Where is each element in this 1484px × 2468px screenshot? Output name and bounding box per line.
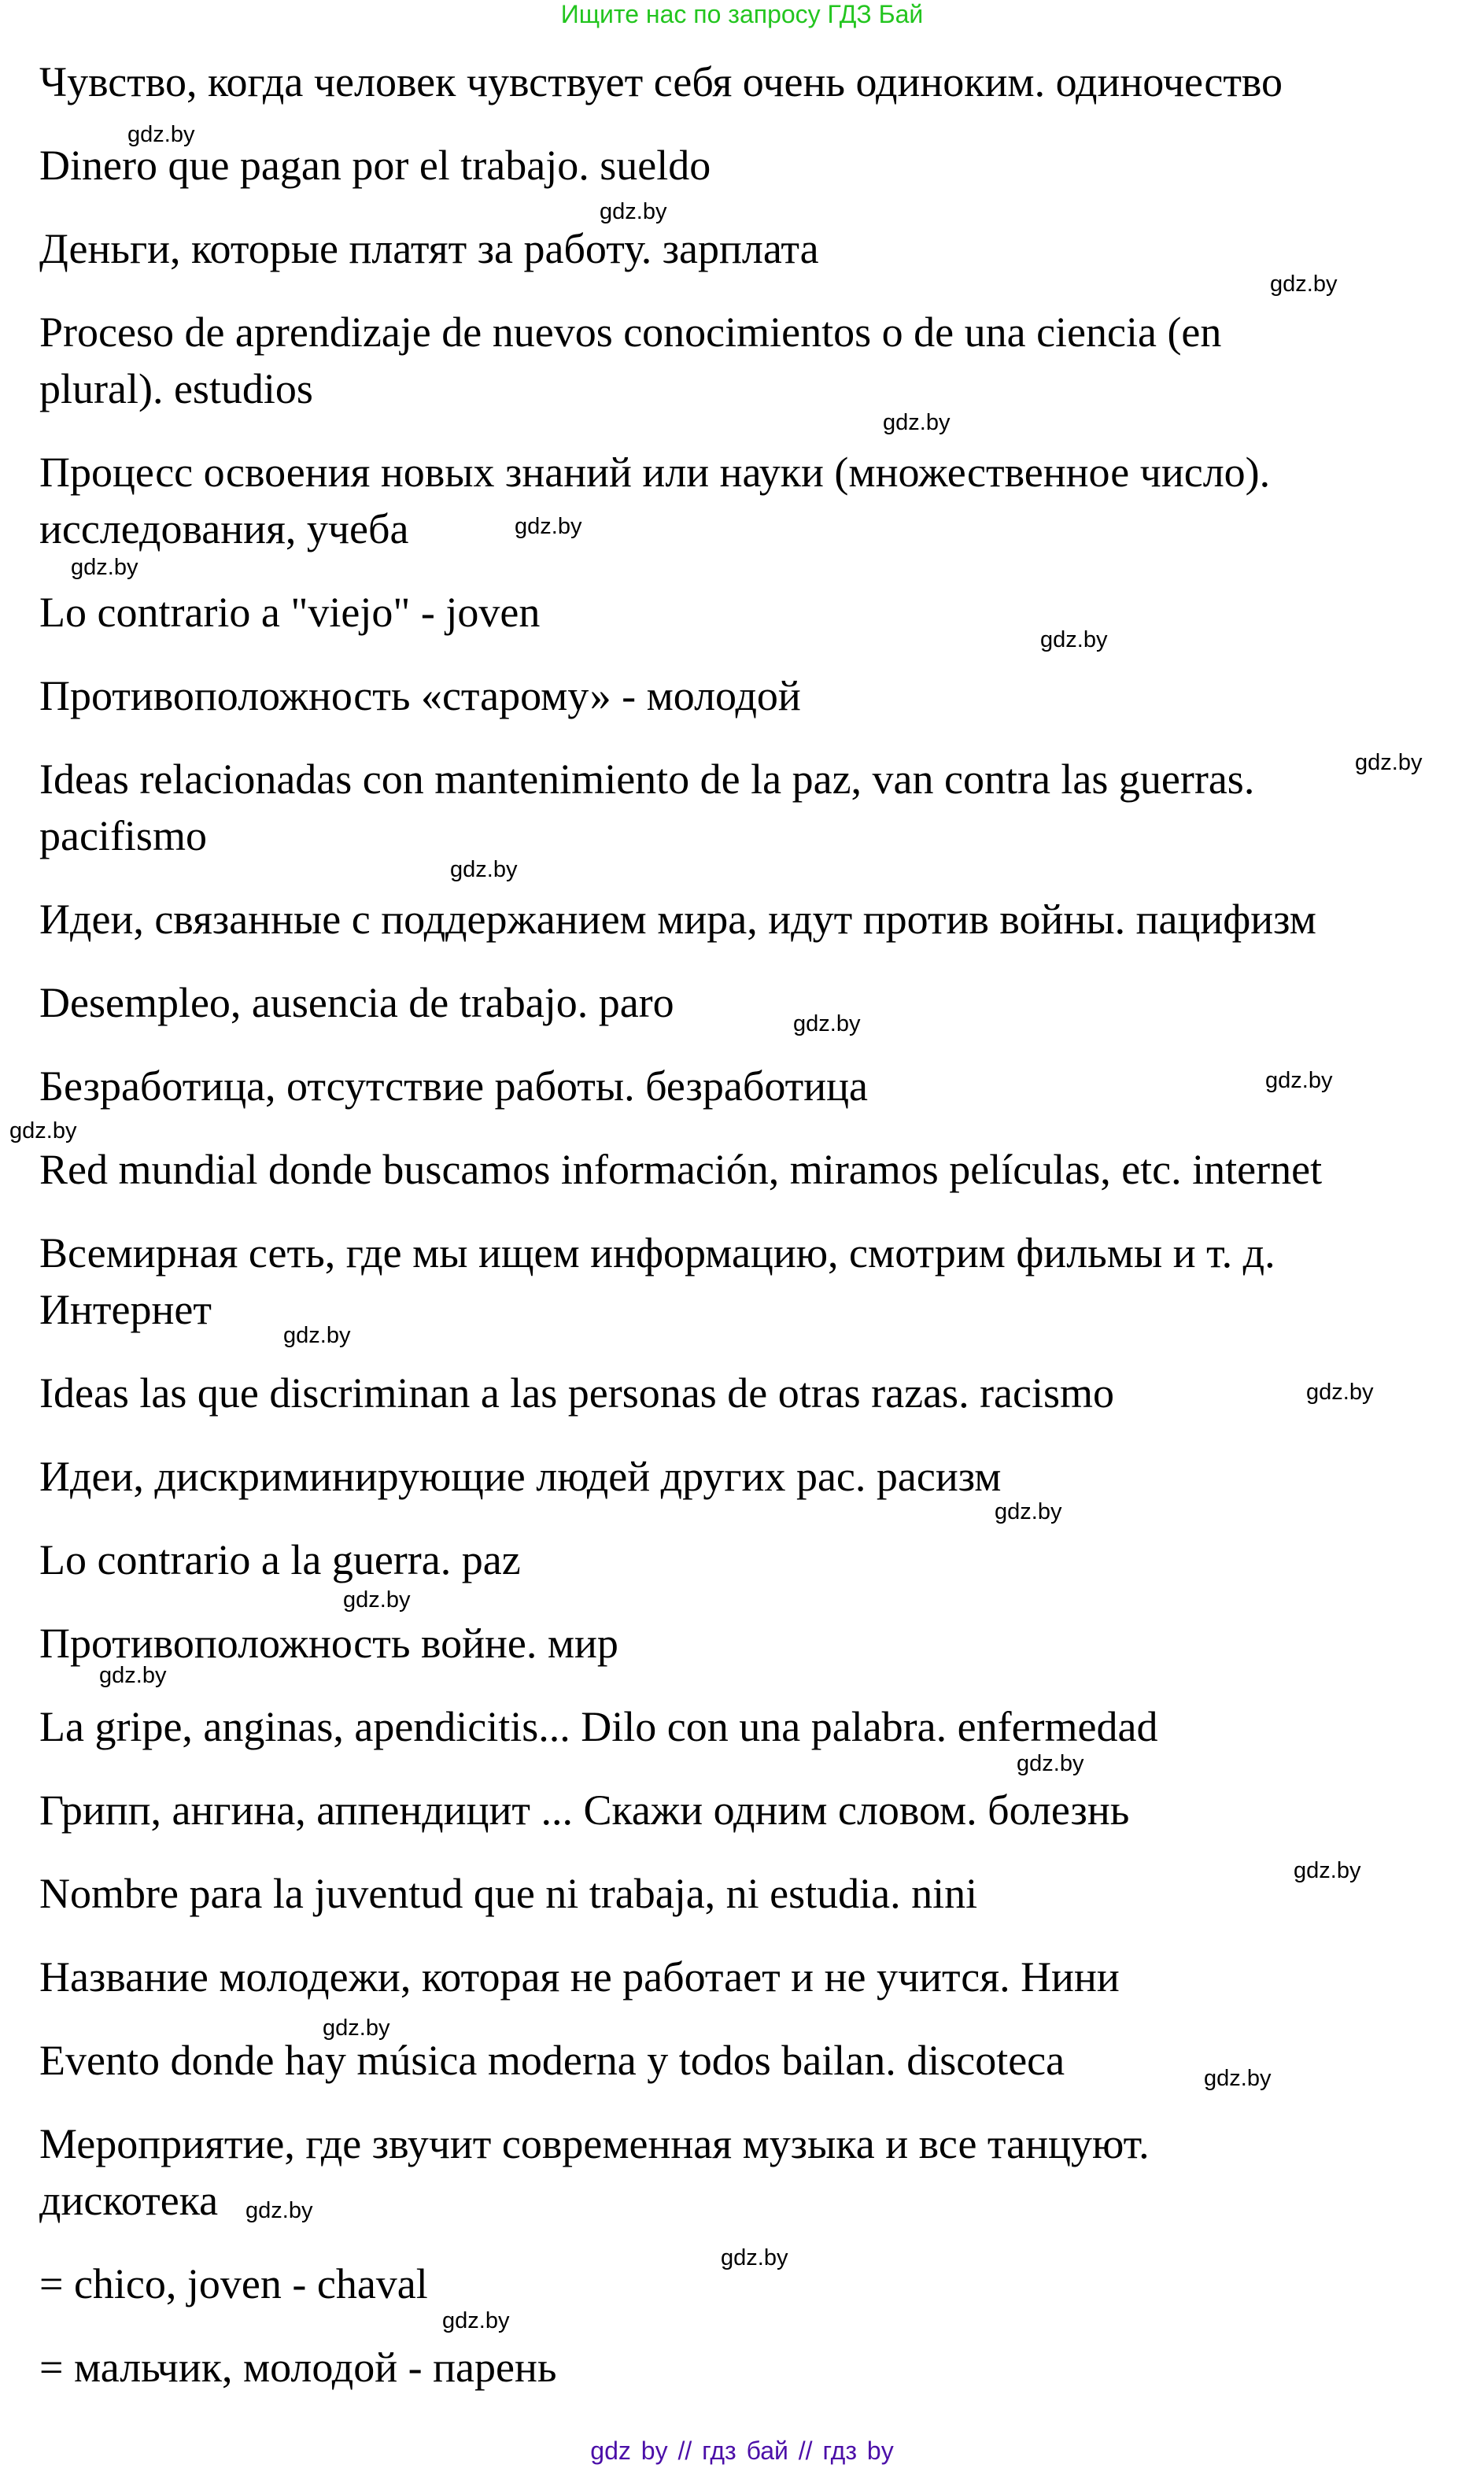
watermark: gdz.by xyxy=(9,1118,77,1143)
text-line: Процесс освоения новых знаний или науки (множественное число). xyxy=(39,449,1271,496)
site-footer: gdz by // гдз бай // гдз by xyxy=(590,2437,894,2465)
text-line: pacifismo xyxy=(39,812,207,859)
watermark: gdz.by xyxy=(721,2245,788,2270)
text-line: дискотека xyxy=(39,2177,219,2224)
watermark: gdz.by xyxy=(515,514,582,539)
text-line: Red mundial donde buscamos información, miramos películas, etc. internet xyxy=(39,1146,1323,1193)
watermark: gdz.by xyxy=(1355,750,1423,775)
watermark: gdz.by xyxy=(1294,1858,1361,1883)
watermark: gdz.by xyxy=(793,1011,861,1036)
site-banner: Ищите нас по запросу ГДЗ Бай xyxy=(560,0,924,28)
watermark: gdz.by xyxy=(1265,1068,1333,1093)
watermark: gdz.by xyxy=(883,410,951,435)
text-line: Proceso de aprendizaje de nuevos conocimientos o de una ciencia (en xyxy=(39,308,1222,356)
text-line: Всемирная сеть, где мы ищем информацию, смотрим фильмы и т. д. xyxy=(39,1229,1275,1276)
text-line: Чувство, когда человек чувствует себя очень одиноким. одиночество xyxy=(39,58,1283,105)
watermark: gdz.by xyxy=(323,2015,390,2041)
text-line: Деньги, которые платят за работу. зарплата xyxy=(39,225,819,272)
text-line: Dinero que pagan por el trabajo. sueldo xyxy=(39,142,711,189)
text-line: исследования, учеба xyxy=(39,505,409,552)
watermark: gdz.by xyxy=(71,555,138,580)
watermark: gdz.by xyxy=(1017,1751,1084,1776)
watermark: gdz.by xyxy=(343,1587,411,1613)
text-line: Desempleo, ausencia de trabajo. paro xyxy=(39,979,674,1026)
text-line: Интернет xyxy=(39,1286,212,1333)
watermark: gdz.by xyxy=(1040,627,1108,652)
text-line: Ideas las que discriminan a las personas de otras razas. racismo xyxy=(39,1369,1115,1417)
watermark: gdz.by xyxy=(442,2308,510,2333)
watermark: gdz.by xyxy=(1306,1380,1374,1405)
text-line: Название молодежи, которая не работает и не учится. Нини xyxy=(39,1953,1120,2001)
text-line: plural). estudios xyxy=(39,365,313,412)
watermark: gdz.by xyxy=(1204,2066,1272,2091)
text-line: = мальчик, молодой - парень xyxy=(39,2344,557,2391)
watermark: gdz.by xyxy=(600,199,667,224)
watermark: gdz.by xyxy=(995,1499,1062,1524)
text-line: Идеи, связанные с поддержанием мира, идут против войны. пацифизм xyxy=(39,896,1316,943)
watermark: gdz.by xyxy=(450,857,518,882)
watermark: gdz.by xyxy=(99,1663,167,1688)
text-line: Evento donde hay música moderna y todos bailan. discoteca xyxy=(39,2037,1065,2084)
text-line: Ideas relacionadas con mantenimiento de la paz, van contra las guerras. xyxy=(39,756,1255,803)
text-line: Идеи, дискриминирующие людей других рас. расизм xyxy=(39,1453,1002,1500)
watermark: gdz.by xyxy=(245,2198,313,2223)
text-line: Мероприятие, где звучит современная музыка и все танцуют. xyxy=(39,2120,1150,2167)
text-line: = chico, joven - chaval xyxy=(39,2260,428,2307)
text-line: Безработица, отсутствие работы. безработица xyxy=(39,1062,868,1110)
watermark: gdz.by xyxy=(1270,272,1338,297)
text-line: Противоположность войне. мир xyxy=(39,1620,618,1667)
text-line: Lo contrario a "viejo" - joven xyxy=(39,589,541,636)
text-line: Lo contrario a la guerra. paz xyxy=(39,1536,521,1583)
watermark: gdz.by xyxy=(127,122,195,147)
text-line: Грипп, ангина, аппендицит ... Скажи одним словом. болезнь xyxy=(39,1786,1130,1834)
text-line: Противоположность «старому» - молодой xyxy=(39,672,801,719)
text-line: Nombre para la juventud que ni trabaja, ni estudia. nini xyxy=(39,1870,978,1917)
watermark: gdz.by xyxy=(283,1323,351,1348)
text-line: La gripe, anginas, apendicitis... Dilo con una palabra. enfermedad xyxy=(39,1703,1158,1750)
